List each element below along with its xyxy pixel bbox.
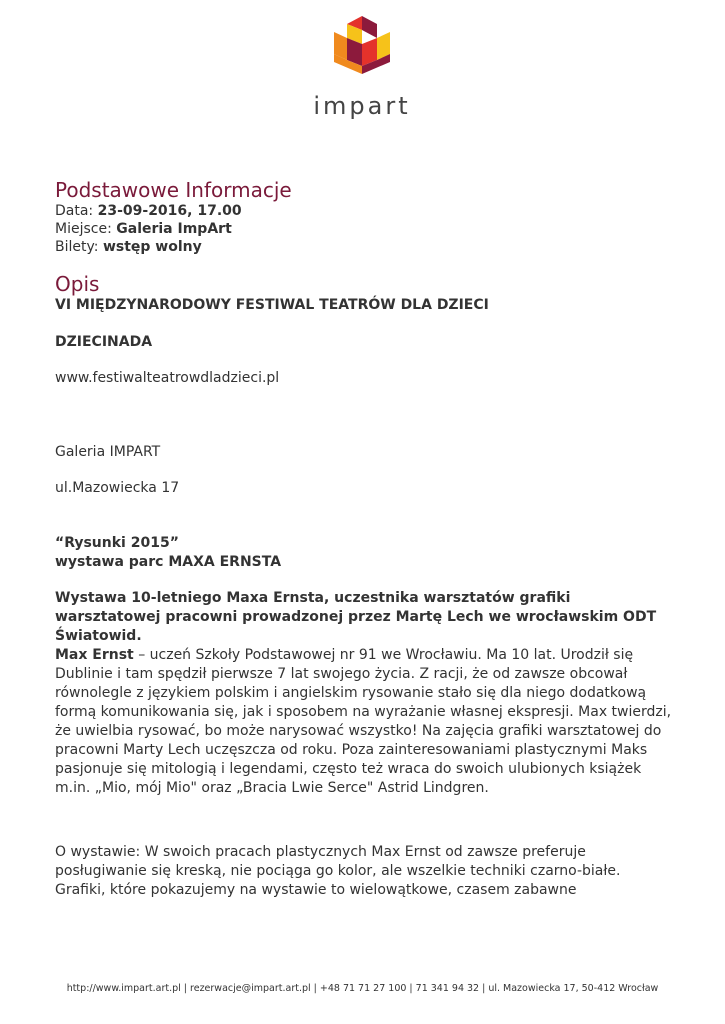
footer-contact: http://www.impart.art.pl | rezerwacje@impart.art.pl | +48 71 71 27 100 | 71 341 94 32 | ul. Mazowiecka 17, 50-412 Wrocław (66, 983, 659, 994)
place-value: Galeria ImpArt (116, 221, 232, 237)
tickets-value: wstęp wolny (102, 239, 202, 255)
festival-title: VI MIĘDZYNARODOWY FESTIWAL TEATRÓW DLA DZIECI (55, 297, 489, 313)
place-line (55, 220, 675, 238)
impart-logo (310, 14, 414, 118)
tickets-label: Bilety: (55, 239, 99, 255)
artist-name: Max Ernst (55, 647, 134, 663)
gallery-name: Galeria IMPART (55, 444, 161, 460)
exhibition-lead: Wystawa 10-letniego Maxa Ernsta, uczestnika warsztatów grafiki warsztatowej pracowni prowadzonej przez Martę Lech we wrocławskim ODT Światowid. (55, 590, 657, 644)
exhibition-title: “Rysunki 2015” (55, 535, 179, 551)
date-label: Data: (55, 203, 94, 219)
impart-logo-text: impart (313, 92, 411, 120)
artist-bio (55, 646, 675, 798)
date-value: 23-09-2016, 17.00 (97, 203, 242, 219)
description-heading: Opis (55, 272, 100, 296)
artist-bio-text: – uczeń Szkoły Podstawowej nr 91 we Wrocławiu. Ma 10 lat. Urodził się Dublinie i tam spędził pierwsze 7 lat swojego życia. Z racji, że od zawsze obcował równolegle z językiem polskim i angielskim rysowanie stało się dla niego dodatkową formą komunikowania się, jak i sposobem na wyrażanie własnej ekspresji. Max twierdzi, że uwielbia rysować, bo może narysować wszystko! Na zajęcia grafiki warsztatowej do pracowni Marty Lech uczęszcza od roku. Poza zainteresowaniami plastycznymi Maks pasjonuje się mitologią i legendami, często też wraca do swoich ulubionych książek m.in. „Mio, mój Mio" oraz „Bracia Lwie Serce" Astrid Lindgren. (55, 647, 672, 796)
exhibition-subtitle: wystawa parc MAXA ERNSTA (55, 554, 282, 570)
basic-info-heading: Podstawowe Informacje (55, 178, 292, 202)
impart-logo-mark (332, 14, 392, 76)
place-label: Miejsce: (55, 221, 112, 237)
date-line (55, 202, 675, 220)
event-content (55, 178, 675, 900)
about-exhibition: O wystawie: W swoich pracach plastycznych Max Ernst od zawsze preferuje posługiwanie się kreską, nie pociąga go kolor, ale wszelkie techniki czarno-białe. Grafiki, które pokazujemy na wystawie to wielowątkowe, czasem zabawne (55, 844, 621, 898)
festival-name: DZIECINADA (55, 334, 153, 350)
festival-website[interactable]: www.festiwalteatrowdladzieci.pl (55, 370, 280, 386)
gallery-address: ul.Mazowiecka 17 (55, 480, 180, 496)
tickets-line (55, 238, 675, 256)
